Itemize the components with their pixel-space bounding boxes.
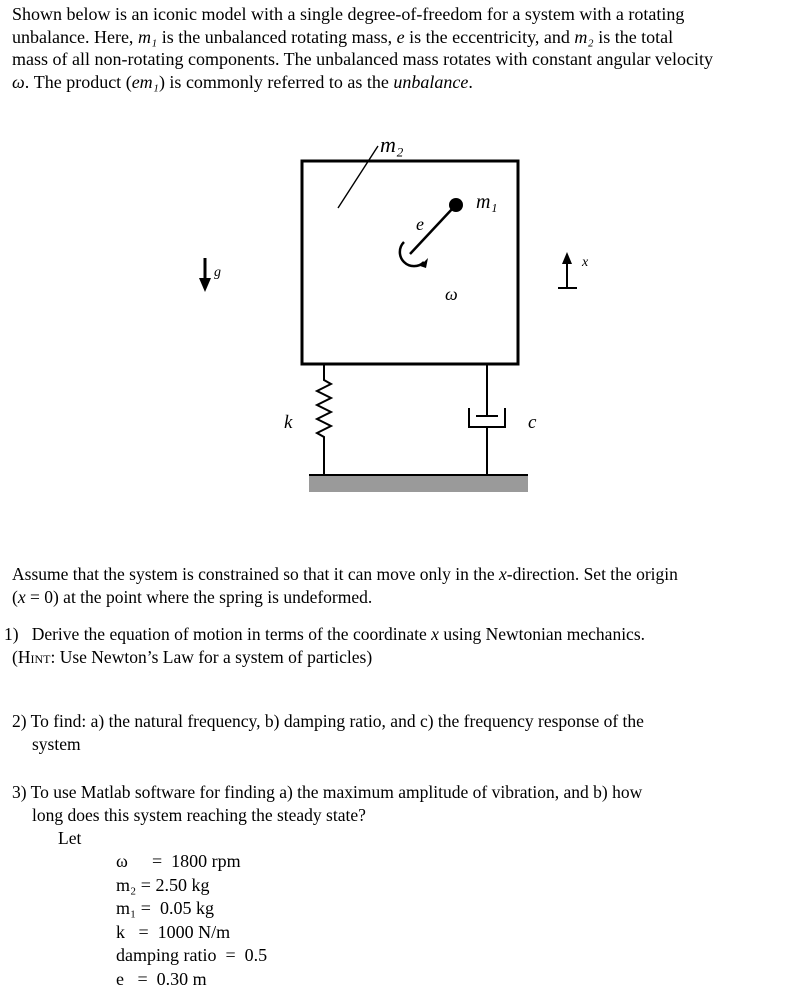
variable-k: k = 1000 N/m (116, 921, 231, 942)
assumption-line-1: Assume that the system is constrained so that it can move only in the x-direction. Set the origin (12, 564, 678, 584)
variable-e: e = 0.30 m (116, 968, 207, 989)
question-2 (12, 710, 644, 756)
question-3-line-2: long does this system reaching the steady state? (32, 805, 366, 825)
assumption-line-2: (x = 0) at the point where the spring is undeformed. (12, 587, 373, 607)
damper-c-label: c (528, 412, 537, 433)
variable-m1: m₁ = 0.05 kg (116, 898, 214, 918)
intro-line-1: Shown below is an iconic model with a single degree-of-freedom for a system with a rotating (12, 4, 685, 24)
intro-line-4: ω. The product (em₁) is commonly referred to as the unbalance. (12, 71, 473, 92)
unbalanced-mass-m1 (449, 198, 463, 212)
question-2-line-2: system (32, 734, 81, 754)
given-values (116, 850, 267, 991)
e-label: e (416, 214, 424, 234)
question-1 (4, 623, 645, 669)
assumption-paragraph (12, 563, 678, 609)
question-3 (12, 781, 642, 850)
question-3-let: Let (58, 828, 82, 848)
question-1-hint: (Hint: Use Newton’s Law for a system of particles) (12, 647, 373, 667)
m1-label: m₁ (476, 191, 498, 213)
m2-leader-line (338, 146, 378, 208)
system-diagram (0, 130, 804, 500)
m2-label: m₂ (380, 132, 404, 157)
question-2-line-1: 2) To find: a) the natural frequency, b) damping ratio, and c) the frequency response of the (12, 711, 644, 731)
ground-block (309, 476, 528, 492)
intro-paragraph (12, 3, 802, 93)
x-label: x (582, 255, 589, 270)
rotation-arrow (400, 242, 424, 266)
intro-line-2: unbalance. Here, m₁ is the unbalanced rotating mass, e is the eccentricity, and m₂ is the total (12, 26, 674, 47)
intro-line-3: mass of all non-rotating components. The unbalanced mass rotates with constant angular velocity (12, 49, 713, 69)
variable-omega: ω = 1800 rpm (116, 851, 241, 871)
variable-m2: m₂ = 2.50 kg (116, 874, 210, 895)
question-1-line: 1) Derive the equation of motion in terms of the coordinate x using Newtonian mechanics. (4, 624, 646, 644)
spring-k-label: k (284, 412, 293, 433)
gravity-arrowhead (199, 278, 211, 292)
x-arrowhead (562, 252, 572, 264)
question-3-line-1: 3) To use Matlab software for finding a) the maximum amplitude of vibration, and b) how (12, 782, 643, 802)
spring (317, 364, 331, 475)
gravity-label: g (214, 265, 221, 280)
omega-label: ω (445, 284, 458, 304)
variable-damping-ratio: damping ratio = 0.5 (116, 945, 268, 965)
